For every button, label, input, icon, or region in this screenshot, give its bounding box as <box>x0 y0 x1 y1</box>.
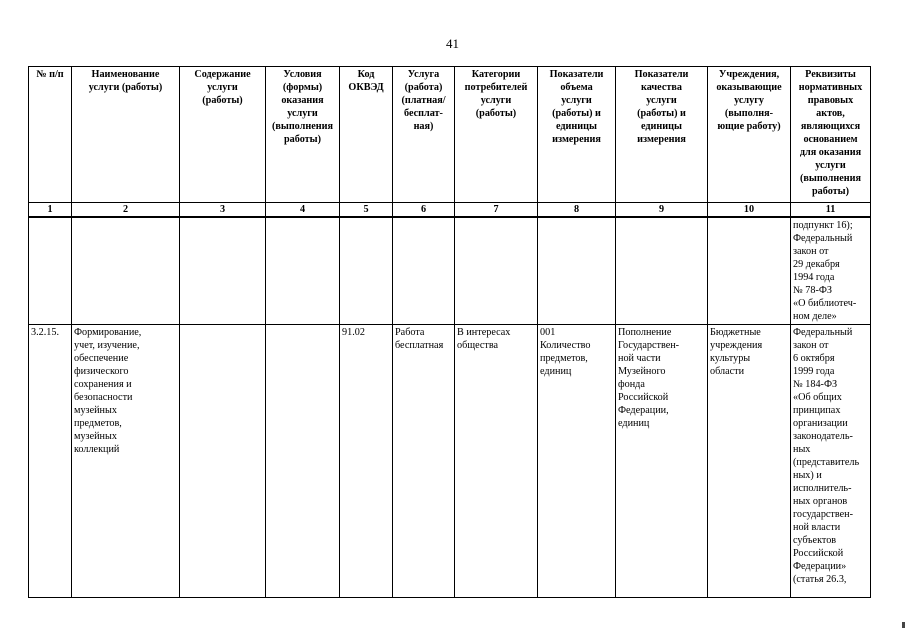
column-number: 1 <box>29 203 72 218</box>
table-cell <box>616 217 708 325</box>
services-registry-table <box>28 66 871 598</box>
table-cell-volume-indicators: 001 Количество предметов, единиц <box>538 325 616 598</box>
table-cell-conditions <box>266 325 340 598</box>
column-number: 4 <box>266 203 340 218</box>
column-number: 7 <box>455 203 538 218</box>
table-cell <box>393 217 455 325</box>
table-row-continuation <box>29 217 871 325</box>
column-number: 10 <box>708 203 791 218</box>
table-cell-number: 3.2.15. <box>29 325 72 598</box>
column-number: 2 <box>72 203 180 218</box>
header-row <box>29 67 871 203</box>
header-cell-content: Содержание услуги (работы) <box>180 67 266 203</box>
table-cell <box>72 217 180 325</box>
table-cell <box>29 217 72 325</box>
column-number: 3 <box>180 203 266 218</box>
column-number: 5 <box>340 203 393 218</box>
header-cell-volume-indicators: Показатели объема услуги (работы) и единицы измерения <box>538 67 616 203</box>
column-number: 9 <box>616 203 708 218</box>
column-number: 6 <box>393 203 455 218</box>
column-number: 8 <box>538 203 616 218</box>
table-row-3-2-15 <box>29 325 871 598</box>
page-number: 41 <box>446 36 459 51</box>
header-cell-paid-free: Услуга (работа) (платная/ бесплат- ная) <box>393 67 455 203</box>
table-cell-consumers: В интересах общества <box>455 325 538 598</box>
table-cell-quality-indicators: Пополнение Государствен- ной части Музейного фонда Российской Федерации, единиц <box>616 325 708 598</box>
column-number: 11 <box>791 203 871 218</box>
table-cell <box>180 217 266 325</box>
table-cell-service-name: Формирование, учет, изучение, обеспечение физического сохранения и безопасности музейных предметов, музейных коллекций <box>72 325 180 598</box>
table-cell-okved: 91.02 <box>340 325 393 598</box>
header-cell-service-name: Наименование услуги (работы) <box>72 67 180 203</box>
table-cell <box>266 217 340 325</box>
header-cell-consumers: Категории потребителей услуги (работы) <box>455 67 538 203</box>
table-cell-legal-acts: Федеральный закон от 6 октября 1999 года № 184-ФЗ «Об общих принципах организации законодатель- ных (представитель ных) и исполнитель- ных органов государствен- ной власти субъектов Российской Федерации» (статья 26.3, <box>791 325 871 598</box>
column-number-row <box>29 203 871 218</box>
table-cell-institutions: Бюджетные учреждения культуры области <box>708 325 791 598</box>
table-cell <box>708 217 791 325</box>
table-cell-paid-free: Работа бесплатная <box>393 325 455 598</box>
table-cell <box>455 217 538 325</box>
header-cell-number: № п/п <box>29 67 72 203</box>
header-cell-institutions: Учреждения, оказывающие услугу (выполня- ющие работу) <box>708 67 791 203</box>
table-cell-content <box>180 325 266 598</box>
table-cell-legal-acts: подпункт 16); Федеральный закон от 29 декабря 1994 года № 78-ФЗ «О библиотеч- ном деле» <box>791 217 871 325</box>
header-cell-legal-acts: Реквизиты нормативных правовых актов, являющихся основанием для оказания услуги (выполнения работы) <box>791 67 871 203</box>
header-cell-okved: Код ОКВЭД <box>340 67 393 203</box>
header-cell-quality-indicators: Показатели качества услуги (работы) и единицы измерения <box>616 67 708 203</box>
table-cell <box>340 217 393 325</box>
table-cell <box>538 217 616 325</box>
header-cell-conditions: Условия (формы) оказания услуги (выполнения работы) <box>266 67 340 203</box>
